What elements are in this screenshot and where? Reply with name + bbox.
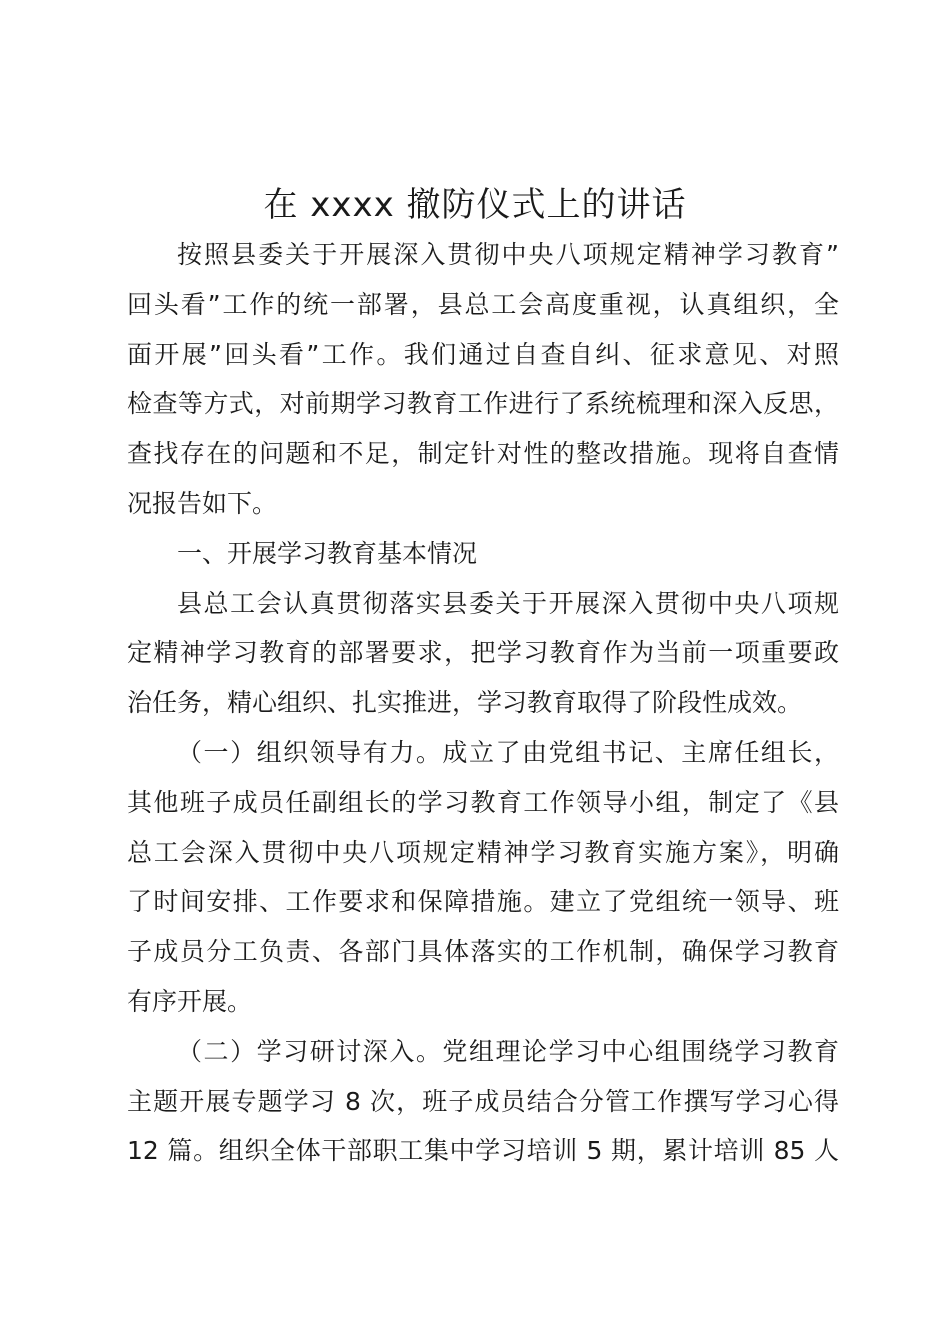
body-line: （一）组织领导有力。成立了由党组书记、主席任组长， [177, 737, 839, 767]
document-title: 在 xxxx 撤防仪式上的讲话 [263, 185, 687, 225]
document-body [127, 230, 839, 1176]
body-line: 况报告如下。 [127, 488, 278, 518]
body-line: 子成员分工负责、各部门具体落实的工作机制，确保学习教育 [127, 937, 839, 967]
body-line: 检查等方式，对前期学习教育工作进行了系统梳理和深入反思， [127, 389, 839, 419]
body-line: 查找存在的问题和不足，制定针对性的整改措施。现将自查情 [127, 439, 839, 469]
body-line: 县总工会认真贯彻落实县委关于开展深入贯彻中央八项规 [177, 588, 839, 618]
body-line: 总工会深入贯彻中央八项规定精神学习教育实施方案》，明确 [127, 837, 839, 867]
body-line: 主题开展专题学习 8 次，班子成员结合分管工作撰写学习心得 [127, 1086, 839, 1116]
body-line: 了时间安排、工作要求和保障措施。建立了党组统一领导、班 [127, 887, 839, 917]
body-line: 按照县委关于开展深入贯彻中央八项规定精神学习教育” [177, 240, 839, 269]
body-line: 其他班子成员任副组长的学习教育工作领导小组，制定了《县 [127, 787, 839, 817]
body-line: 12 篇。组织全体干部职工集中学习培训 5 期，累计培训 85 人 [127, 1136, 839, 1166]
body-line: 面开展”回头看”工作。我们通过自查自纠、征求意见、对照 [127, 339, 839, 369]
body-line: 治任务，精心组织、扎实推进，学习教育取得了阶段性成效。 [127, 688, 803, 718]
body-line: 一、开展学习教育基本情况 [177, 538, 478, 568]
body-line: （二）学习研讨深入。党组理论学习中心组围绕学习教育 [177, 1036, 839, 1066]
body-line: 定精神学习教育的部署要求，把学习教育作为当前一项重要政 [127, 638, 839, 668]
body-line: 有序开展。 [127, 986, 253, 1016]
body-line: 回头看”工作的统一部署，县总工会高度重视，认真组织，全 [127, 289, 839, 319]
